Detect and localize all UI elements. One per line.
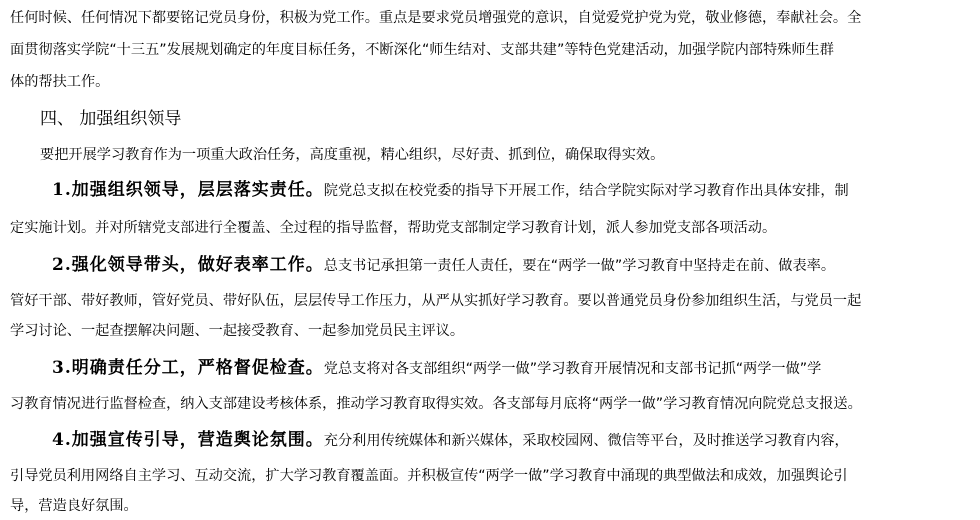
item-2-body-start: 总支书记承担第一责任人责任，要在“两学一做”学习教育中坚持走在前、做表率。 — [323, 258, 836, 274]
item-2-line: 学习讨论、一起查摆解决问题、一起接受教育、一起参加党员民主评议。 — [10, 323, 465, 339]
intro-line: 任何时候、任何情况下都要铭记党员身份，积极为党工作。重点是要求党员增强党的意识，自觉爱党护党为党，敬业修德，奉献社会。全 — [10, 10, 862, 26]
item-2-line: 管好干部、带好教师，管好党员、带好队伍，层层传导工作压力，从严从实抓好学习教育。要以普通党员身份参加组织生活，与党员一起 — [10, 293, 862, 309]
item-1-first-line — [52, 180, 972, 201]
intro-line: 面贯彻落实学院“十三五”发展规划确定的年度目标任务，不断深化“师生结对、支部共建”等特色党建活动，加强学院内部特殊师生群 — [10, 42, 834, 58]
section-heading: 四、 加强组织领导 — [40, 109, 182, 129]
item-3-first-line — [52, 358, 972, 379]
item-3-title: 3.明确责任分工，严格督促检查。 — [52, 358, 324, 378]
section-lead: 要把开展学习教育作为一项重大政治任务，高度重视，精心组织，尽好责、抓到位，确保取得实效。 — [40, 147, 665, 163]
item-4-line: 引导党员利用网络自主学习、互动交流，扩大学习教育覆盖面。并积极宣传“两学一做”学习教育中涌现的典型做法和成效，加强舆论引 — [10, 468, 848, 484]
item-3-line: 习教育情况进行监督检查，纳入支部建设考核体系，推动学习教育取得实效。各支部每月底将“两学一做”学习教育情况向院党总支报送。 — [10, 396, 862, 412]
item-4-first-line — [52, 430, 972, 451]
item-1-body-start: 院党总支拟在校党委的指导下开展工作，结合学院实际对学习教育作出具体安排，制 — [323, 183, 849, 199]
item-2-first-line — [52, 255, 972, 276]
item-1-line: 定实施计划。并对所辖党支部进行全覆盖、全过程的指导监督，帮助党支部制定学习教育计划，派人参加党支部各项活动。 — [10, 220, 777, 236]
item-4-title: 4.加强宣传引导，营造舆论氛围。 — [52, 430, 324, 450]
intro-line: 体的帮扶工作。 — [10, 74, 110, 90]
item-2-title: 2.强化领导带头，做好表率工作。 — [52, 255, 324, 275]
item-1-title: 1.加强组织领导，层层落实责任。 — [52, 180, 324, 200]
item-4-line: 导，营造良好氛围。 — [10, 498, 138, 514]
item-4-body-start: 充分利用传统媒体和新兴媒体，采取校园网、微信等平台，及时推送学习教育内容， — [323, 433, 849, 449]
item-3-body-start: 党总支将对各支部组织“两学一做”学习教育开展情况和支部书记抓“两学一做”学 — [323, 361, 822, 377]
